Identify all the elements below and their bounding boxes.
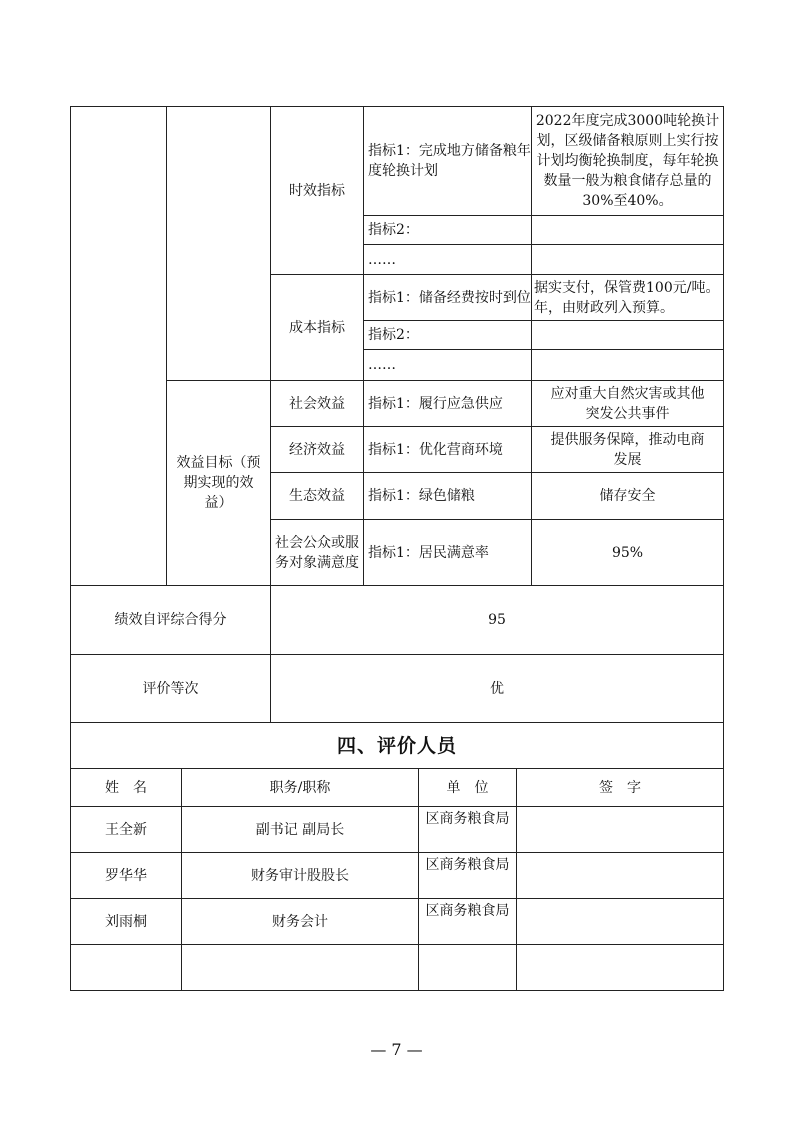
evaluator-signature-2	[517, 853, 723, 898]
benefit-value-2: 提供服务保障，推动电商发展	[550, 431, 705, 468]
benefit-indicator-2: 指标1：优化营商环境	[368, 441, 503, 458]
evaluator-title-4	[182, 945, 418, 990]
evaluator-title-1: 副书记 副局长	[255, 821, 345, 838]
evaluator-name-1: 王全新	[105, 821, 147, 838]
benefit-indicator-4: 指标1：居民满意率	[368, 544, 489, 561]
cost-label: 成本指标	[289, 319, 345, 336]
cost-more: ……	[368, 357, 396, 373]
benefit-label-2: 经济效益	[289, 441, 345, 458]
benefit-label-4: 社会公众或服务对象满意度	[275, 534, 359, 571]
benefit-value-4: 95%	[611, 544, 644, 561]
evaluator-signature-4	[517, 945, 723, 990]
page-number: — 7 —	[370, 1040, 423, 1059]
evaluator-title-3: 财务会计	[272, 913, 328, 930]
benefit-indicator-1: 指标1：履行应急供应	[368, 395, 503, 412]
timeliness-more: ……	[368, 251, 396, 268]
evaluator-unit-3: 区商务粮食局	[425, 903, 510, 919]
evaluator-unit-4	[419, 945, 516, 990]
header-signature: 签 字	[599, 779, 641, 796]
header-unit: 单 位	[446, 779, 489, 796]
evaluator-title-2: 财务审计股股长	[251, 867, 349, 884]
cost-indicator-2: 指标2：	[368, 327, 419, 343]
evaluator-name-3: 刘雨桐	[105, 913, 147, 930]
evaluator-unit-2: 区商务粮食局	[425, 857, 510, 873]
header-title: 职务/职称	[269, 779, 331, 796]
benefit-value-1: 应对重大自然灾害或其他突发公共事件	[550, 385, 705, 422]
cost-indicator-1: 指标1：储备经费按时到位	[368, 289, 531, 306]
timeliness-label: 时效指标	[289, 182, 345, 199]
evaluator-name-2: 罗华华	[105, 867, 147, 884]
timeliness-indicator-1: 指标1：完成地方储备粮年度轮换计划	[368, 143, 531, 179]
timeliness-value-1: 2022年度完成3000吨轮换计划，区级储备粮原则上实行按计划均衡轮换制度，每年轮换数量一般为粮食储存总量的30%至40%。	[535, 113, 720, 209]
benefit-label-3: 生态效益	[289, 488, 345, 504]
timeliness-indicator-2: 指标2：	[368, 222, 419, 238]
score-value: 95	[488, 612, 506, 628]
cost-value-1: 据实支付，保管费100元/吨。年，由财政列入预算。	[534, 279, 720, 316]
divider	[166, 106, 167, 585]
score-label: 绩效自评综合得分	[114, 612, 227, 628]
evaluator-name-4	[71, 945, 181, 990]
evaluator-signature-3	[517, 899, 723, 944]
benefit-value-3: 储存安全	[599, 488, 656, 504]
evaluator-signature-1	[517, 807, 723, 852]
table-border-bottom	[70, 990, 724, 991]
section-title: 四、评价人员	[336, 734, 457, 757]
benefit-group-label: 效益目标（预期实现的效益）	[176, 455, 261, 511]
header-name: 姓 名	[105, 779, 147, 796]
table-border-right	[723, 106, 724, 991]
grade-label: 评价等次	[142, 680, 199, 697]
grade-value: 优	[490, 680, 504, 697]
benefit-label-1: 社会效益	[289, 395, 345, 412]
evaluator-unit-1: 区商务粮食局	[425, 811, 510, 827]
benefit-indicator-3: 指标1：绿色储粮	[368, 488, 475, 504]
